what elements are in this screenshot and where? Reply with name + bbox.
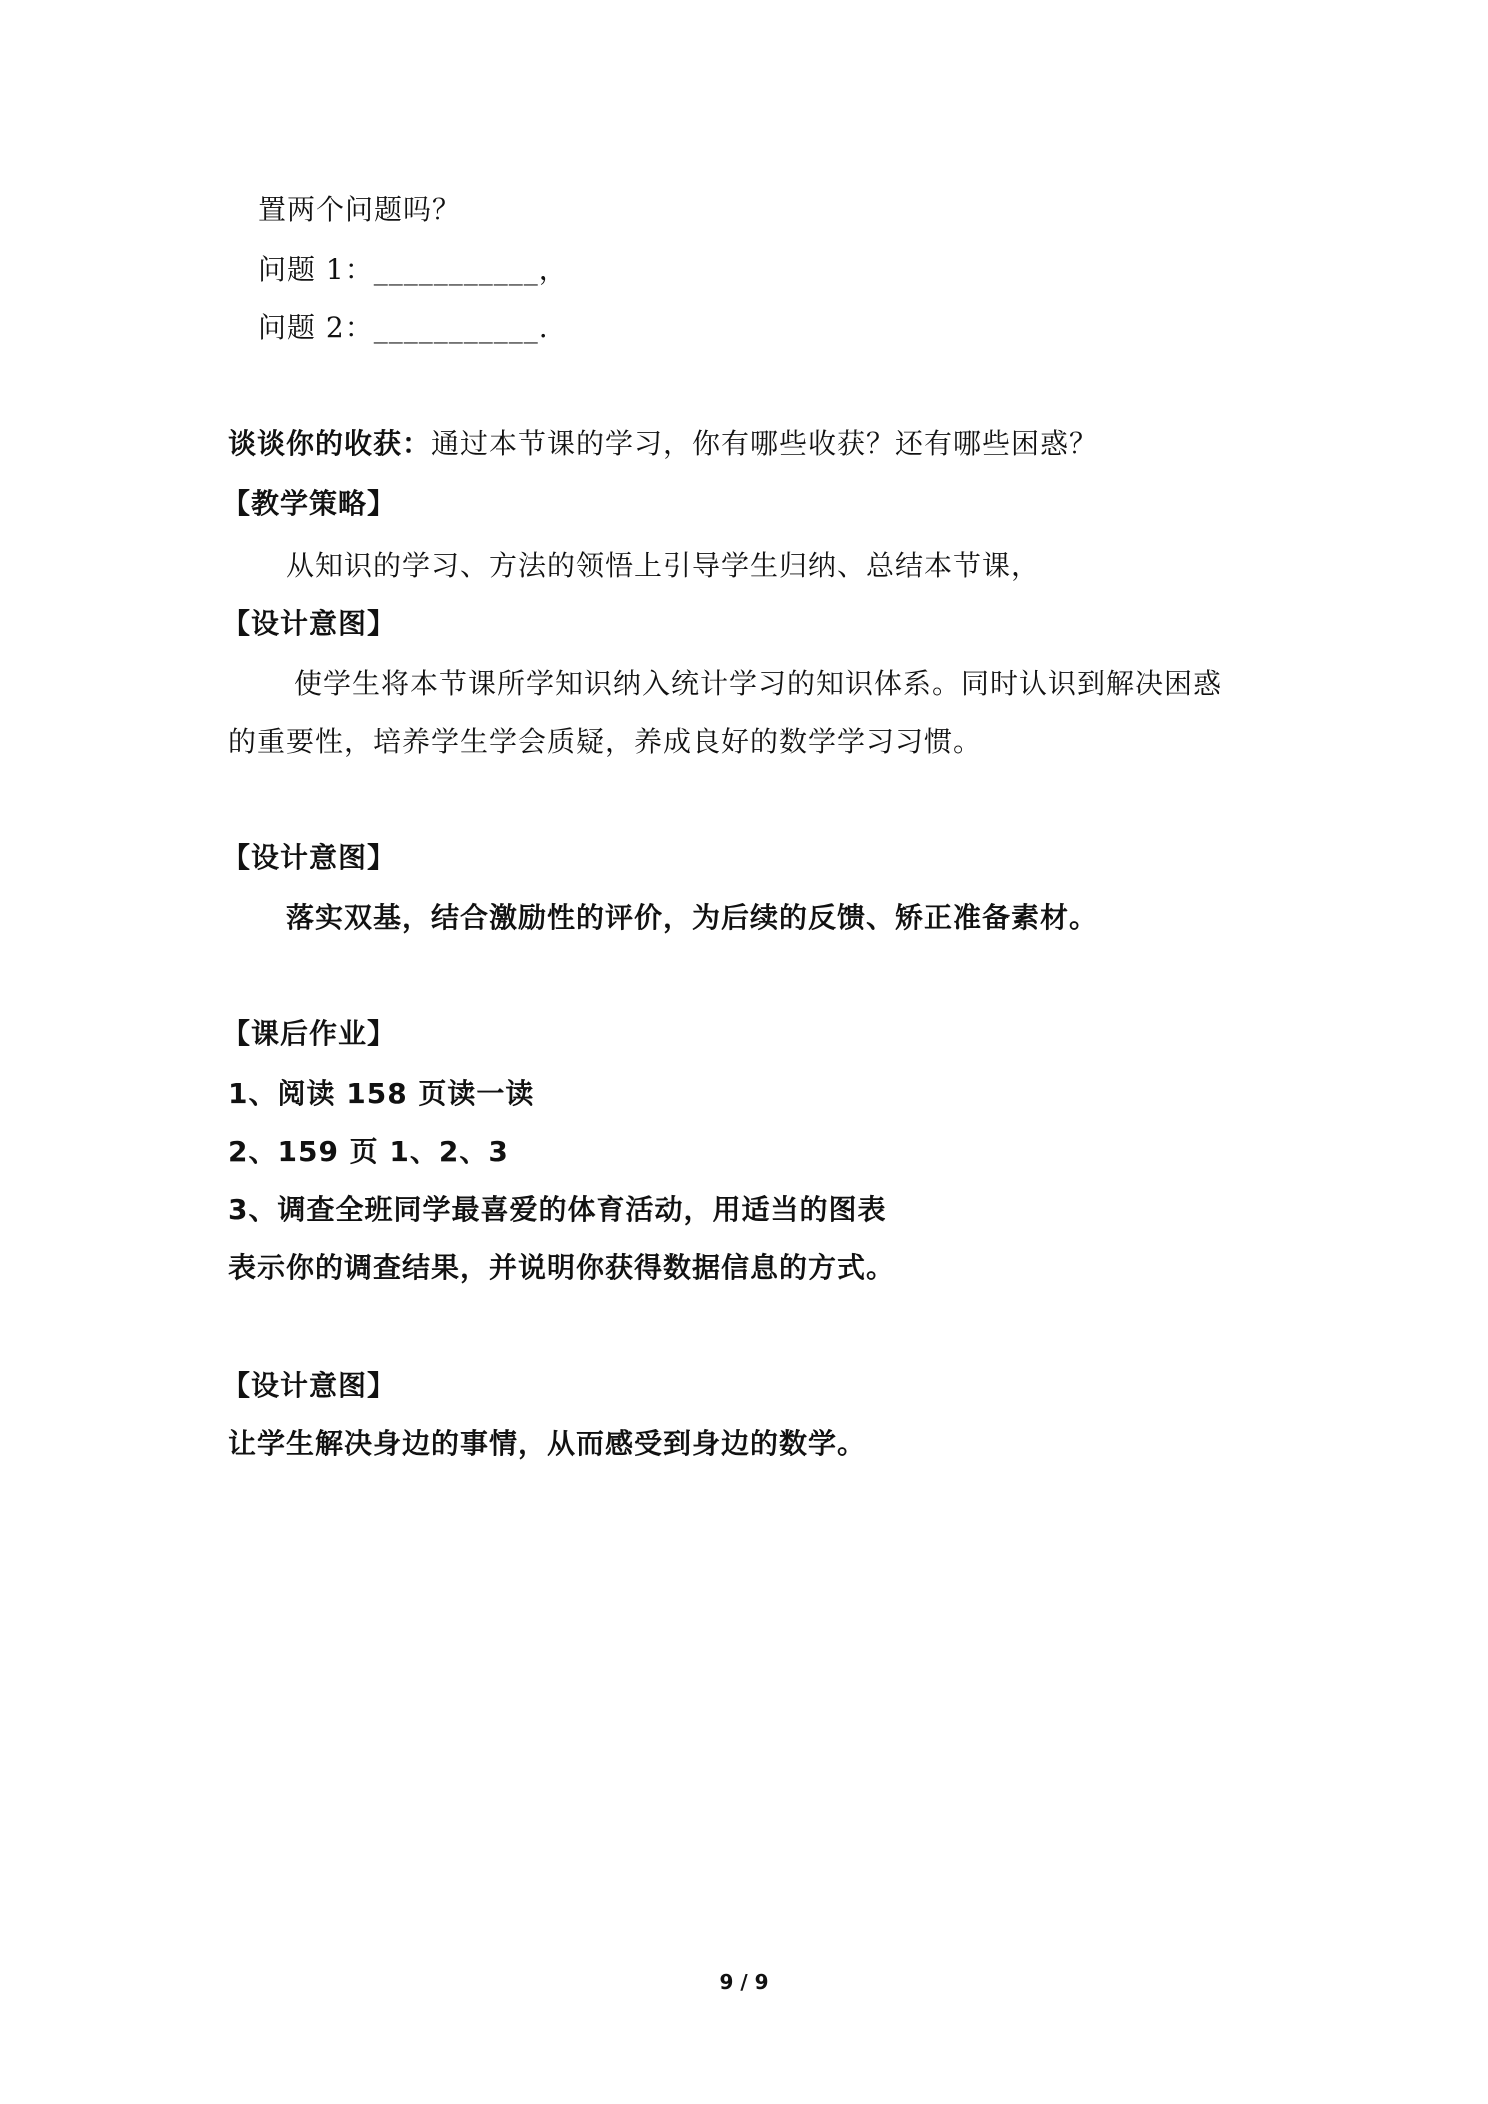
homework-item-3-line-2: 表示你的调查结果，并说明你获得数据信息的方式。 — [228, 1251, 896, 1284]
question-2: 问题 2：___________. — [258, 311, 549, 344]
design-intent-3-text: 让学生解决身边的事情，从而感受到身边的数学。 — [228, 1427, 867, 1460]
questions-intro: 置两个问题吗？ — [258, 193, 462, 226]
reflection-label: 谈谈你的收获： — [228, 427, 432, 460]
design-intent-2-text: 落实双基，结合激励性的评价，为后续的反馈、矫正准备素材。 — [286, 901, 1099, 934]
homework-heading: 【课后作业】 — [222, 1017, 397, 1050]
reflection-text: 通过本节课的学习，你有哪些收获？还有哪些困惑？ — [431, 427, 1099, 460]
design-intent-heading-3: 【设计意图】 — [222, 1369, 397, 1402]
design-intent-heading-1: 【设计意图】 — [222, 607, 397, 640]
page-number: 9 / 9 — [719, 1970, 769, 1994]
homework-item-2: 2、159 页 1、2、3 — [228, 1135, 509, 1168]
design-intent-1-line-1: 使学生将本节课所学知识纳入统计学习的知识体系。同时认识到解决困惑 — [294, 667, 1223, 700]
question-1: 问题 1：___________， — [258, 253, 568, 286]
strategy-heading: 【教学策略】 — [222, 487, 397, 520]
strategy-text: 从知识的学习、方法的领悟上引导学生归纳、总结本节课， — [286, 549, 1041, 582]
design-intent-1-line-2: 的重要性，培养学生学会质疑，养成良好的数学学习习惯。 — [228, 725, 983, 758]
design-intent-heading-2: 【设计意图】 — [222, 841, 397, 874]
homework-item-1: 1、阅读 158 页读一读 — [228, 1077, 535, 1110]
homework-item-3-line-1: 3、调查全班同学最喜爱的体育活动，用适当的图表 — [228, 1193, 887, 1226]
reflection-paragraph — [228, 424, 1098, 464]
